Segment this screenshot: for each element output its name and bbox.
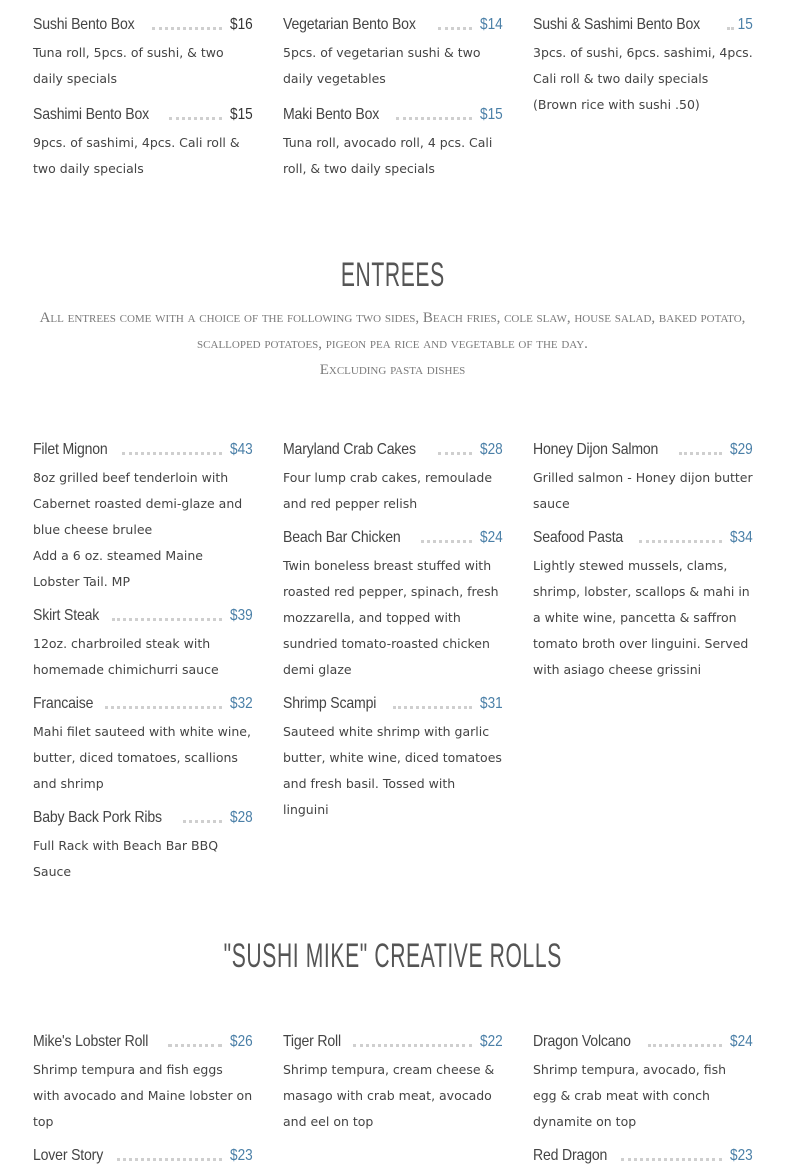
item-description: 9pcs. of sashimi, 4pcs. Cali roll & two daily specials	[33, 135, 240, 176]
dotted-leader	[727, 27, 731, 30]
item-description: 12oz. charbroiled steak with homemade chimichurri sauce	[33, 636, 219, 677]
bento-column-3	[533, 4, 753, 118]
menu-item-header	[33, 1135, 253, 1165]
item-price: $23	[230, 1147, 253, 1164]
item-name: Honey Dijon Salmon	[533, 441, 659, 458]
menu-item-header	[283, 4, 503, 34]
item-description: Shrimp tempura, avocado, fish egg & crab meat with conch dynamite on top	[533, 1062, 726, 1129]
item-price: $29	[730, 441, 753, 458]
entrees-sides-note	[30, 305, 755, 383]
item-name: Skirt Steak	[33, 607, 100, 624]
dotted-leader	[152, 27, 222, 30]
item-description: 3pcs. of sushi, 6pcs. sashimi, 4pcs. Cali roll & two daily specials	[533, 45, 753, 86]
entrees-column-1	[33, 429, 253, 885]
section-title: ENTREES	[340, 256, 445, 294]
item-name: Seafood Pasta	[533, 529, 624, 546]
item-price: $15	[230, 106, 253, 123]
item-name: Sushi & Sashimi Bento Box	[533, 16, 701, 33]
dotted-leader	[105, 706, 222, 709]
entrees-column-2	[283, 429, 503, 823]
item-description: Shrimp tempura and fish eggs with avocado and Maine lobster on top	[33, 1062, 253, 1129]
item-description: Sauteed white shrimp with garlic butter, white wine, diced tomatoes and fresh basil. Tossed with linguini	[283, 724, 502, 817]
item-note: Add a 6 oz. steamed Maine Lobster Tail. MP	[33, 548, 203, 589]
item-name: Sushi Bento Box	[33, 16, 135, 33]
section-heading-creative-rolls	[0, 937, 785, 976]
bento-column-1	[33, 4, 253, 182]
item-price: $28	[230, 809, 253, 826]
menu-item-header	[283, 683, 503, 713]
item-name: Maki Bento Box	[283, 106, 380, 123]
item-name: Tiger Roll	[283, 1033, 341, 1050]
item-name: Sashimi Bento Box	[33, 106, 149, 123]
menu-item-header	[283, 94, 503, 124]
menu-item-header	[33, 595, 253, 625]
menu-item-header	[283, 429, 503, 459]
item-description: Tuna roll, 5pcs. of sushi, & two daily specials	[33, 45, 224, 86]
item-price: $28	[480, 441, 503, 458]
menu-item-header	[33, 797, 253, 827]
item-description: Four lump crab cakes, remoulade and red pepper relish	[283, 470, 493, 511]
menu-item-header	[33, 429, 253, 459]
rolls-column-1	[33, 1021, 253, 1165]
item-name: Baby Back Pork Ribs	[33, 809, 162, 826]
item-price: $26	[230, 1033, 253, 1050]
menu-item-header	[533, 1135, 753, 1165]
menu-item-header	[533, 1021, 753, 1051]
pasta-exclusion-note: Excluding pasta dishes	[319, 362, 466, 378]
dotted-leader	[639, 540, 722, 543]
item-note: (Brown rice with sushi .50)	[533, 97, 700, 112]
dotted-leader	[122, 452, 223, 455]
bento-column-2	[283, 4, 503, 182]
item-name: Beach Bar Chicken	[283, 529, 401, 546]
dotted-leader	[112, 618, 222, 621]
item-price: $23	[730, 1147, 753, 1164]
dotted-leader	[183, 820, 222, 823]
item-name: Filet Mignon	[33, 441, 108, 458]
item-price: $31	[480, 695, 503, 712]
item-price: $39	[230, 607, 253, 624]
item-description: Lightly stewed mussels, clams, shrimp, lobster, scallops & mahi in a white wine, pancetta & saffron tomato broth over linguini. Served with asiago cheese grissini	[533, 558, 750, 677]
menu-item-header	[33, 94, 253, 124]
item-price: $24	[730, 1033, 753, 1050]
item-price: $15	[480, 106, 503, 123]
section-heading-entrees	[0, 256, 785, 295]
menu-item-header	[533, 429, 753, 459]
item-name: Shrimp Scampi	[283, 695, 377, 712]
item-name: Mike's Lobster Roll	[33, 1033, 149, 1050]
dotted-leader	[393, 706, 472, 709]
entrees-column-3	[533, 429, 753, 683]
item-description: 5pcs. of vegetarian sushi & two daily vegetables	[283, 45, 481, 86]
rolls-column-3	[533, 1021, 753, 1165]
item-price: $43	[230, 441, 253, 458]
dotted-leader	[679, 452, 722, 455]
menu-item-header	[283, 517, 503, 547]
dotted-leader	[396, 117, 472, 120]
item-description: Full Rack with Beach Bar BBQ Sauce	[33, 838, 219, 879]
menu-item-header	[283, 1021, 503, 1051]
menu-item-header	[33, 683, 253, 713]
dotted-leader	[168, 1044, 222, 1047]
item-description: Twin boneless breast stuffed with roasted red pepper, spinach, fresh mozzarella, and topped with sundried tomato-roasted chicken demi glaze	[283, 558, 499, 677]
item-price: $34	[730, 529, 753, 546]
menu-item-header	[33, 1021, 253, 1051]
dotted-leader	[621, 1158, 722, 1161]
item-name: Maryland Crab Cakes	[283, 441, 416, 458]
item-price: $16	[230, 16, 253, 33]
item-name: Red Dragon	[533, 1147, 608, 1164]
item-price: $32	[230, 695, 253, 712]
dotted-leader	[421, 540, 473, 543]
dotted-leader	[117, 1158, 223, 1161]
item-price: $22	[480, 1033, 503, 1050]
menu-item-header	[533, 517, 753, 547]
item-name: Vegetarian Bento Box	[283, 16, 416, 33]
item-description: Grilled salmon - Honey dijon butter sauce	[533, 470, 753, 511]
item-price: $24	[480, 529, 503, 546]
dotted-leader	[438, 452, 472, 455]
item-name: Francaise	[33, 695, 94, 712]
rolls-column-2	[283, 1021, 503, 1135]
item-description: 8oz grilled beef tenderloin with Cabernet roasted demi-glaze and blue cheese brulee	[33, 470, 243, 537]
item-description: Tuna roll, avocado roll, 4 pcs. Cali roll, & two daily specials	[283, 135, 493, 176]
dotted-leader	[169, 117, 223, 120]
item-description: Mahi filet sauteed with white wine, butter, diced tomatoes, scallions and shrimp	[33, 724, 251, 791]
dotted-leader	[648, 1044, 722, 1047]
item-description: Shrimp tempura, cream cheese & masago with crab meat, avocado and eel on top	[283, 1062, 495, 1129]
menu-item-header	[33, 4, 253, 34]
menu-item-header	[533, 4, 753, 34]
sides-note-text: All entrees come with a choice of the following two sides, Beach fries, cole slaw, house salad, baked potato, scalloped potatoes, pigeon pea rice and vegetable of the day.	[39, 310, 746, 352]
dotted-leader	[353, 1044, 472, 1047]
item-price: 15	[737, 16, 753, 33]
item-name: Lover Story	[33, 1147, 104, 1164]
dotted-leader	[438, 27, 473, 30]
section-title: "SUSHI MIKE" CREATIVE ROLLS	[223, 937, 562, 975]
item-price: $14	[480, 16, 503, 33]
item-name: Dragon Volcano	[533, 1033, 631, 1050]
